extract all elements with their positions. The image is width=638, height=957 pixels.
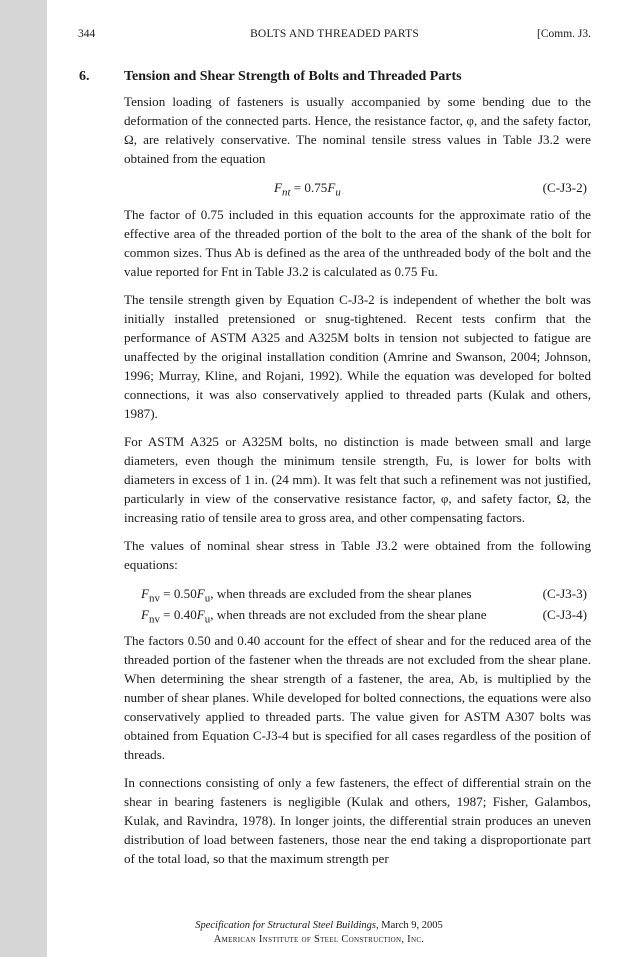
equation-formula: $F_{nv} = 0.50F_u$, when threads are excluded from the shear planes — [141, 586, 472, 605]
page-number: 344 — [78, 28, 96, 40]
paragraph-4: For ASTM A325 or A325M bolts, no distinction is made between small and large diameters, even though the minimum tensile strength, Fu, is lower for bolts with diameters in excess of 1 in. (24 mm). It was felt that such a refinement was not justified, particularly in view of the conservative resistance factor, φ, and safety factor, Ω, the increasing ratio of tensile area to gross area, and other compensating factors. — [124, 434, 591, 525]
paragraph-1: Tension loading of fasteners is usually accompanied by some bending due to the deformation of the connected parts. Hence, the resistance factor, φ, and the safety factor, Ω, are relatively conservative. The nominal tensile stress values in Table J3.2 were obtained from the equation — [124, 94, 591, 166]
body-text — [124, 92, 591, 877]
page-footer — [0, 919, 638, 947]
equation-number: (C-J3-3) — [542, 586, 587, 601]
paragraph-5: The values of nominal shear stress in Table J3.2 were obtained from the following equations: — [124, 538, 591, 572]
paragraph-3: The tensile strength given by Equation C-J3-2 is independent of whether the bolt was initially installed pretensioned or snug-tightened. Recent tests confirm that the performance of ASTM A325 and A325M bolts in tension not subjected to fatigue are unaffected by the original installation condition (Amrine and Swanson, 2004; Johnson, 1996; Murray, Kline, and Rojani, 1992). While the equation was developed for bolted connections, it was also conservatively applied to threaded parts (Kulak and others, 1987). — [124, 292, 591, 421]
page-gutter — [0, 0, 47, 957]
running-title: BOLTS AND THREADED PARTS — [250, 28, 419, 40]
equation-number: (C-J3-2) — [542, 180, 587, 195]
section-reference: [Comm. J3. — [537, 28, 591, 40]
paragraph-2: The factor of 0.75 included in this equation accounts for the approximate ratio of the effective area of the threaded portion of the bolt to the area of the shank of the bolt for common sizes. Thus Ab is defined as the area of the unthreaded body of the bolt and the value reported for Fnt in Table J3.2 is calculated as 0.75 Fu. — [124, 207, 591, 279]
equation-c-j3-4 — [124, 604, 591, 625]
section-title: Tension and Shear Strength of Bolts and Threaded Parts — [124, 69, 462, 84]
equation-number: (C-J3-4) — [542, 607, 587, 622]
footer-publisher: American Institute of Steel Construction, Inc. — [213, 934, 425, 945]
footer-spec-line: Specification for Structural Steel Buildings, March 9, 2005 — [195, 920, 443, 931]
equation-formula: $F_{nv} = 0.40F_u$, when threads are not excluded from the shear plane — [141, 607, 487, 626]
paragraph-7: In connections consisting of only a few fasteners, the effect of differential strain on the shear in bearing fasteners is negligible (Kulak and others, 1987; Fisher, Galambos, Kulak, and Ravindra, 1978). In longer joints, the differential strain produces an uneven distribution of load between fasteners, those near the end taking a disproportionate part of the total load, so that the maximum strength per — [124, 775, 591, 866]
equation-c-j3-3 — [124, 583, 591, 604]
shear-equations — [124, 583, 591, 625]
paragraph-6: The factors 0.50 and 0.40 account for the effect of shear and for the reduced area of the threaded portion of the fastener when the threads are not excluded from the shear plane. When determining the shear strength of a fastener, the area, Ab, is multiplied by the number of shear planes. While developed for bolted connections, the equations were also conservatively applied to threaded parts. The value given for ASTM A307 bolts was obtained from Equation C-J3-4 but is specified for all cases regardless of the position of threads. — [124, 633, 591, 762]
equation-formula: $F_{nt} = 0.75F_u$ — [274, 180, 341, 199]
running-header — [78, 26, 591, 42]
section-number: 6. — [79, 69, 90, 84]
equation-c-j3-2 — [124, 177, 591, 199]
